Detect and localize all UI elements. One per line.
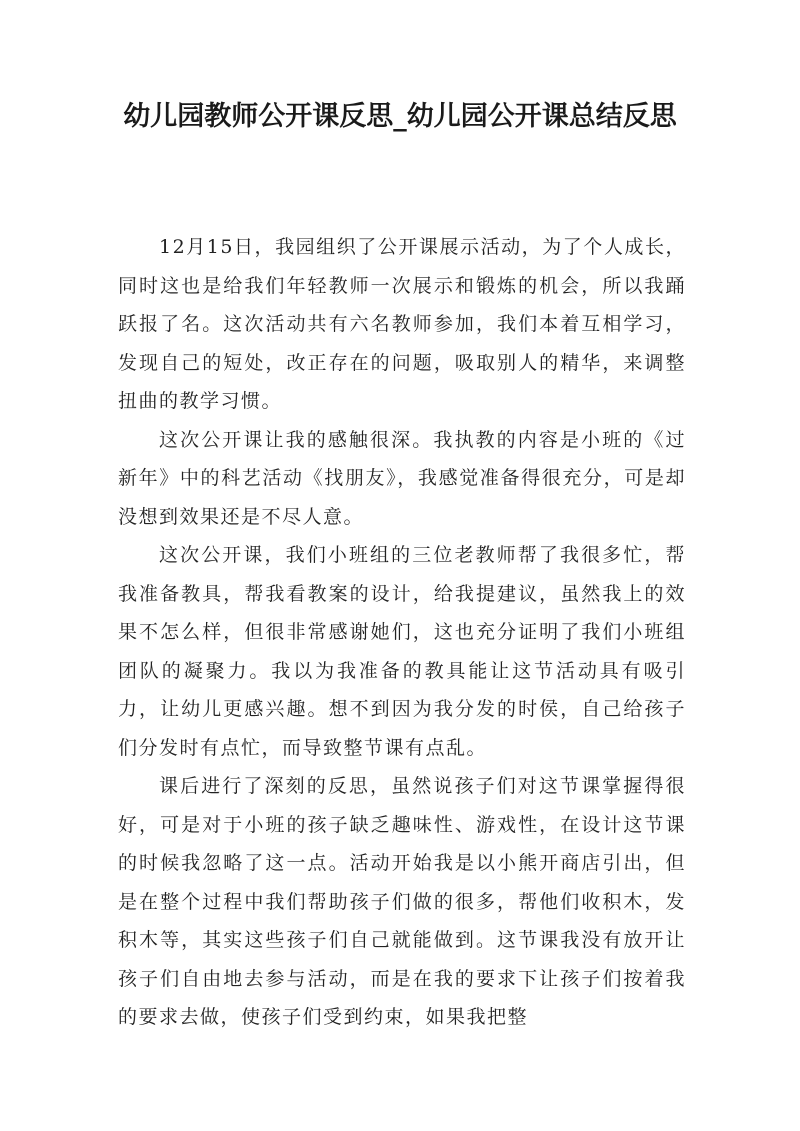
document-body [118,228,686,1037]
paragraph-2: 这次公开课让我的感触很深。我执教的内容是小班的《过新年》中的科艺活动《找朋友》，我感觉准备得很充分，可是却没想到效果还是不尽人意。 [118,428,686,528]
paragraph-3: 这次公开课，我们小班组的三位老教师帮了我很多忙，帮我准备教具，帮我看教案的设计，给我提建议，虽然我上的效果不怎么样，但很非常感谢她们，这也充分证明了我们小班组团队的凝聚力。我以为我准备的教具能让这节活动具有吸引力，让幼儿更感兴趣。想不到因为我分发的时侯，自己给孩子们分发时有点忙，而导致整节课有点乱。 [118,544,686,759]
paragraph-4: 课后进行了深刻的反思，虽然说孩子们对这节课掌握得很好，可是对于小班的孩子缺乏趣味性、游戏性，在设计这节课的时候我忽略了这一点。活动开始我是以小熊开商店引出，但是在整个过程中我们帮助孩子们做的很多，帮他们收积木，发积木等，其实这些孩子们自己就能做到。这节课我没有放开让孩子们自由地去参与活动，而是在我的要求下让孩子们按着我的要求去做，使孩子们受到约束，如果我把整 [118,775,686,1028]
document-title: 幼儿园教师公开课反思_幼儿园公开课总结反思 [123,101,677,132]
paragraph-1: 12月15日，我园组织了公开课展示活动，为了个人成长，同时这也是给我们年轻教师一次展示和锻炼的机会，所以我踊跃报了名。这次活动共有六名教师参加，我们本着互相学习，发现自己的短处，改正存在的问题，吸取别人的精华，来调整扭曲的教学习惯。 [118,236,686,412]
